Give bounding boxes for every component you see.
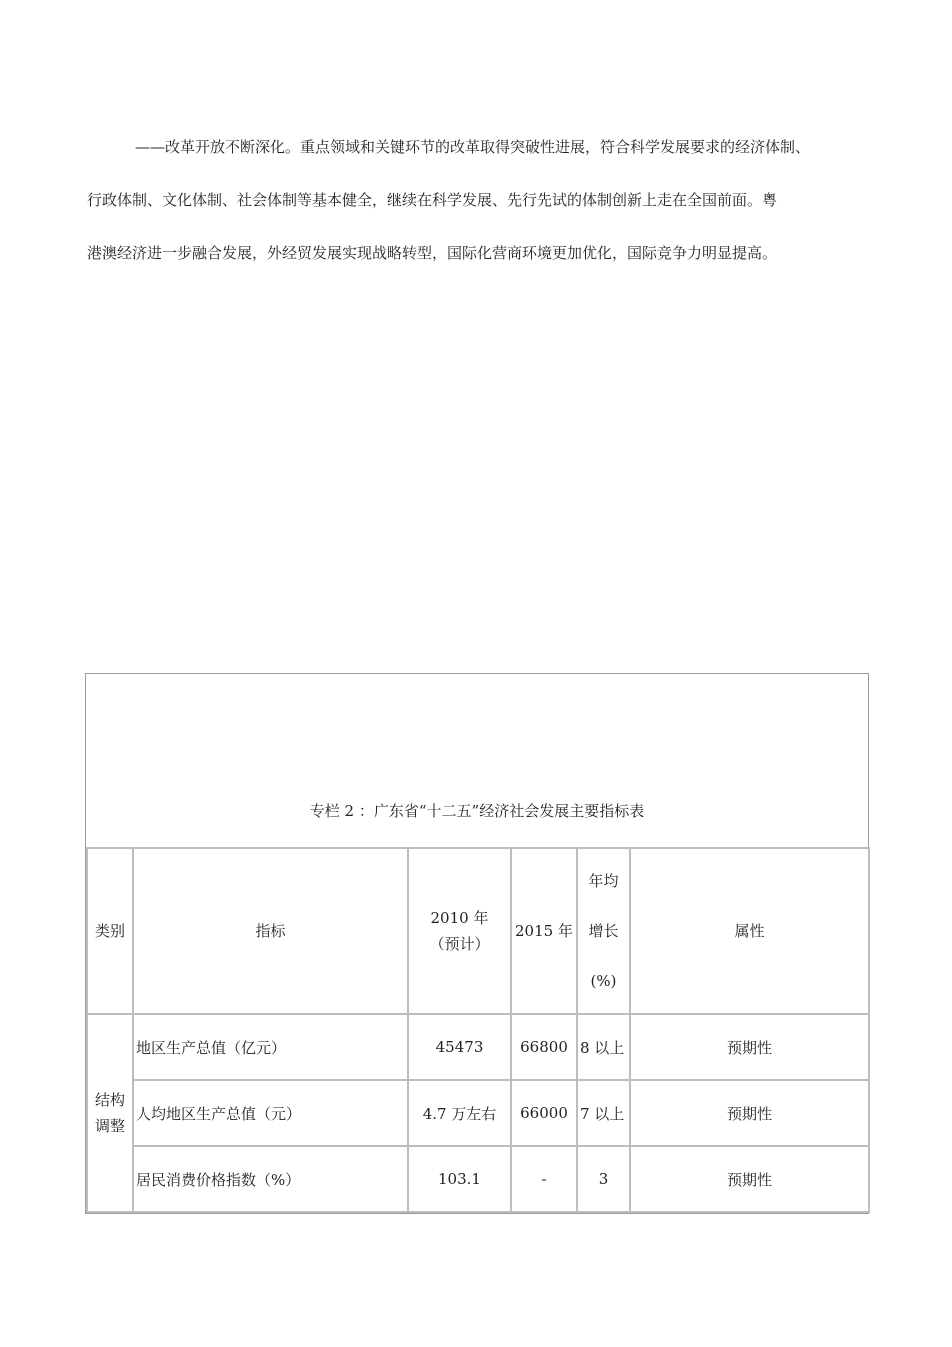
row-2010: 103.1 xyxy=(408,1146,511,1212)
row-attribute: 预期性 xyxy=(630,1014,869,1080)
group-line2: 调整 xyxy=(94,1117,125,1135)
row-indicator: 居民消费价格指数（%） xyxy=(133,1146,408,1212)
row-indicator: 人均地区生产总值（元） xyxy=(133,1080,408,1146)
table-caption: 专栏 2 ：广东省“十二五”经济社会发展主要指标表 xyxy=(309,802,645,820)
header-category: 类别 xyxy=(87,848,133,1014)
table-row xyxy=(87,1146,869,1212)
paragraph-line-2: 行政体制、文化体制、社会体制等基本健全，继续在科学发展、先行先试的体制创新上走在全国前面。粤 xyxy=(87,191,778,209)
row-growth: 7 以上 xyxy=(577,1080,630,1146)
table-header-row xyxy=(87,848,869,1014)
header-2015: 2015 年 xyxy=(511,848,577,1014)
paragraph-line-3: 港澳经济进一步融合发展，外经贸发展实现战略转型，国际化营商环境更加优化，国际竞争力明显提高。 xyxy=(87,244,778,262)
row-2010: 45473 xyxy=(408,1014,511,1080)
header-2010-line2: （预计） xyxy=(429,935,490,953)
row-2010: 4.7 万左右 xyxy=(408,1080,511,1146)
header-2010 xyxy=(408,848,511,1014)
row-attribute: 预期性 xyxy=(630,1146,869,1212)
row-2015: 66000 xyxy=(511,1080,577,1146)
group-cell xyxy=(87,1014,133,1212)
header-growth xyxy=(577,848,630,1014)
indicator-table xyxy=(86,847,870,1213)
header-indicator: 指标 xyxy=(133,848,408,1014)
paragraph-line-1: ——改革开放不断深化。重点领域和关键环节的改革取得突破性进展，符合科学发展要求的经济体制、 xyxy=(135,138,811,156)
header-growth-line1: 年均 xyxy=(588,872,619,890)
group-line1: 结构 xyxy=(94,1091,125,1109)
row-2015: - xyxy=(511,1146,577,1212)
body-paragraph xyxy=(87,121,877,280)
row-growth: 8 以上 xyxy=(577,1014,630,1080)
row-attribute: 预期性 xyxy=(630,1080,869,1146)
header-growth-line2: 增长 xyxy=(588,922,619,940)
table-row xyxy=(87,1014,869,1080)
row-2015: 66800 xyxy=(511,1014,577,1080)
row-indicator: 地区生产总值（亿元） xyxy=(133,1014,408,1080)
header-2010-line1: 2010 年 xyxy=(430,909,489,927)
table-row xyxy=(87,1080,869,1146)
row-growth: 3 xyxy=(577,1146,630,1212)
header-growth-line3: (%) xyxy=(590,972,617,990)
header-attribute: 属性 xyxy=(630,848,869,1014)
